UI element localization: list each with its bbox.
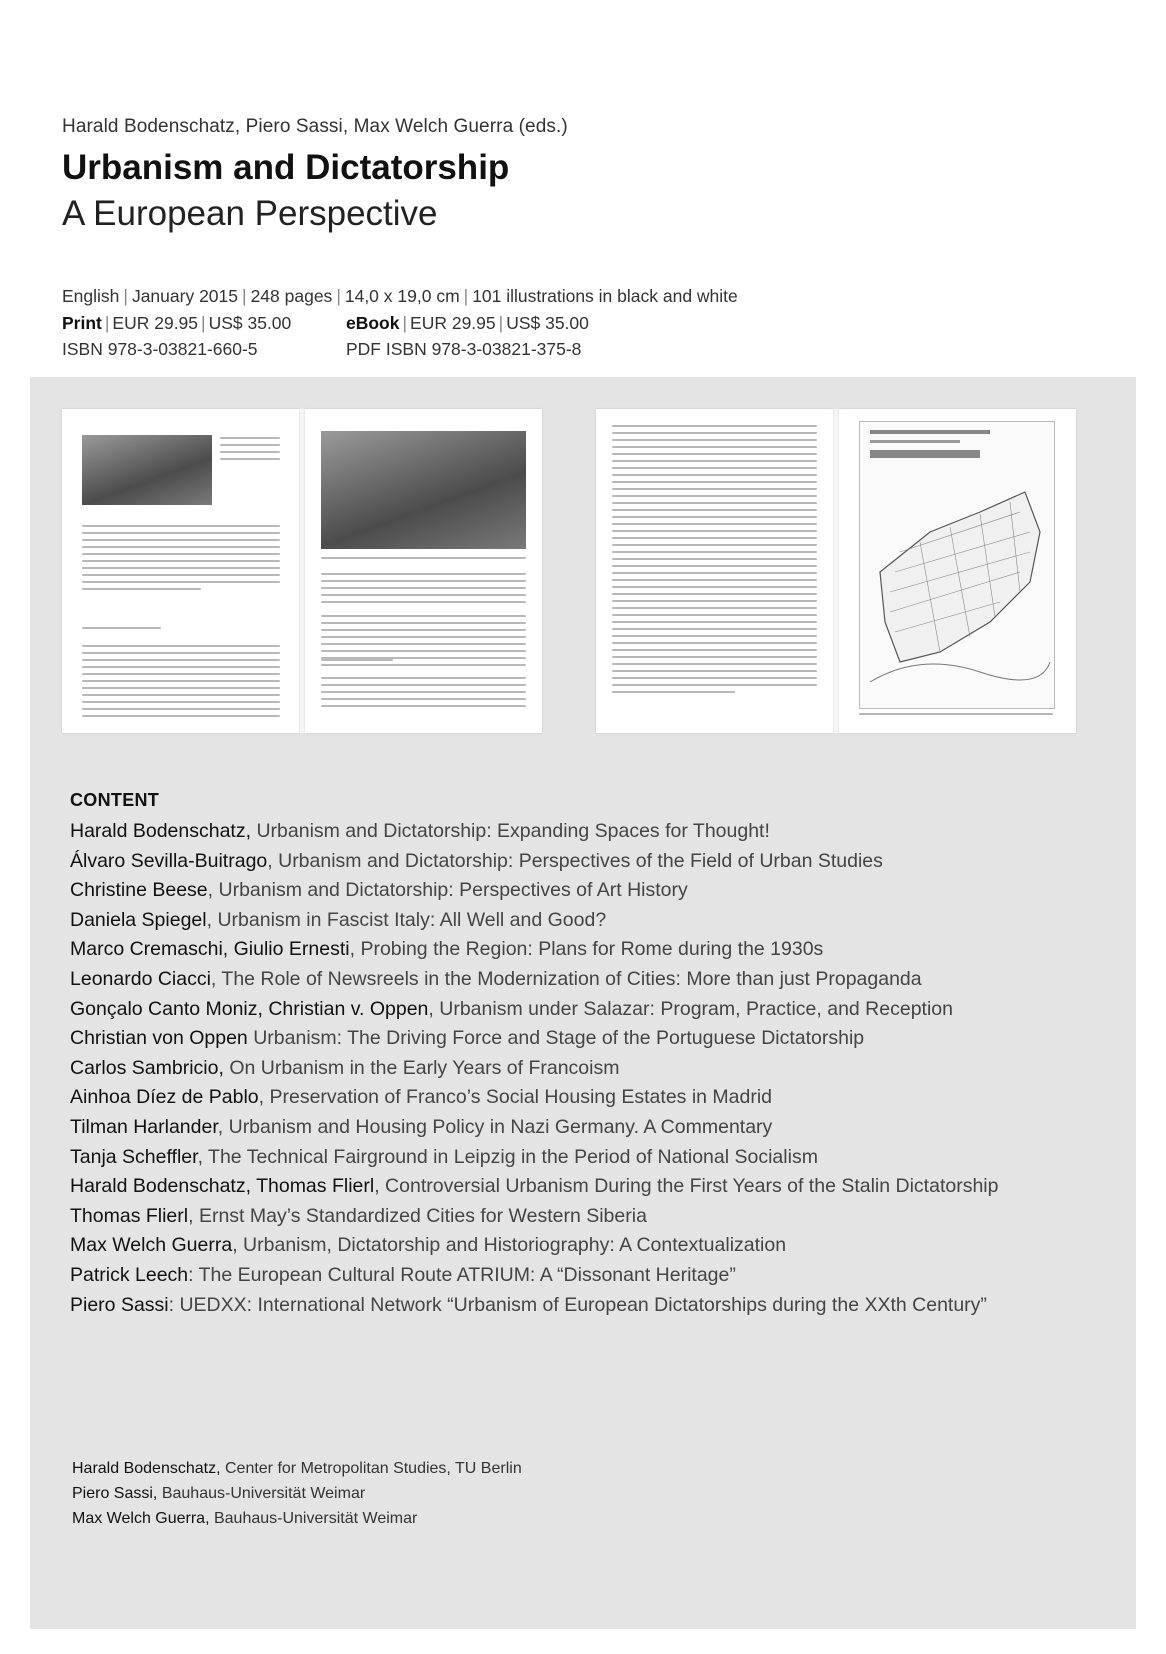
- affiliation-item: [72, 1481, 522, 1506]
- content-item-title: Urbanism, Dictatorship and Historiography: A Contextualization: [243, 1234, 787, 1257]
- text-block: [612, 425, 817, 698]
- content-item: [70, 1024, 1110, 1054]
- content-item-title: Urbanism in Fascist Italy: All Well and Good?: [217, 908, 607, 931]
- text-block: [321, 573, 526, 608]
- text-block: [82, 627, 280, 634]
- content-item-authors: Max Welch Guerra: [70, 1234, 233, 1257]
- content-item-authors: Christine Beese: [70, 879, 208, 902]
- ebook-eur: EUR 29.95: [410, 313, 496, 333]
- affiliation-item: [72, 1506, 522, 1531]
- content-item-separator: ,: [374, 1175, 386, 1198]
- sample-page: [839, 409, 1076, 733]
- content-item-authors: Álvaro Sevilla-Buitrago: [70, 849, 268, 872]
- meta-language: English: [62, 286, 120, 306]
- content-item-authors: Harald Bodenschatz,: [70, 820, 252, 842]
- text-block: [82, 645, 280, 722]
- content-item-title: UEDXX: International Network “Urbanism of European Dictatorships during the XXth Century”: [179, 1293, 987, 1316]
- content-item: [70, 1113, 1110, 1143]
- content-item-separator: :: [168, 1293, 180, 1316]
- sample-photo: [321, 431, 526, 549]
- affiliation-name: Max Welch Guerra,: [72, 1510, 210, 1527]
- content-item-separator: ,: [349, 938, 361, 961]
- content-item: [70, 965, 1110, 995]
- content-item-separator: ,: [267, 849, 279, 872]
- content-item-title: Urbanism and Dictatorship: Perspectives of the Field of Urban Studies: [278, 849, 883, 872]
- content-item-separator: ,: [258, 1086, 270, 1109]
- content-item-title: Ernst May’s Standardized Cities for Western Siberia: [198, 1204, 647, 1227]
- sample-spread-right: [596, 409, 1076, 733]
- content-item-separator: ,: [207, 879, 219, 902]
- ebook-isbn: PDF ISBN 978-3-03821-375-8: [346, 339, 582, 359]
- content-item-authors: Gonçalo Canto Moniz, Christian v. Oppen: [70, 997, 429, 1020]
- sample-page: [305, 409, 542, 733]
- content-item-authors: Tanja Scheffler: [70, 1145, 198, 1168]
- content-item: [70, 1083, 1110, 1113]
- content-item-title: The Role of Newsreels in the Modernization of Cities: More than just Propaganda: [221, 967, 922, 990]
- content-item-title: Controversial Urbanism During the First Years of the Stalin Dictatorship: [385, 1175, 999, 1198]
- city-plan-map: [859, 421, 1055, 709]
- content-item-title: Probing the Region: Plans for Rome during the 1930s: [360, 938, 824, 961]
- content-item: [70, 847, 1110, 877]
- print-price: Print | EUR 29.95 | US$ 35.00: [62, 313, 292, 333]
- caption-block: [859, 713, 1053, 720]
- content-item: [70, 906, 1110, 936]
- affiliation-item: [72, 1456, 522, 1481]
- book-title: Urbanism and Dictatorship: [62, 148, 510, 187]
- content-item: [70, 1291, 1110, 1321]
- meta-date: January 2015: [131, 286, 239, 306]
- content-item-authors: Daniela Spiegel: [70, 908, 207, 931]
- content-item: [70, 876, 1110, 906]
- content-item: [70, 1261, 1110, 1291]
- content-item-separator: :: [188, 1263, 199, 1286]
- content-item: [70, 1172, 1110, 1202]
- content-item-authors: Ainhoa Díez de Pablo: [70, 1086, 259, 1109]
- content-item: [70, 1231, 1110, 1261]
- print-isbn: ISBN 978-3-03821-660-5: [62, 339, 258, 359]
- meta-pages: 248 pages: [250, 286, 333, 306]
- content-item-title: Urbanism and Dictatorship: Expanding Spaces for Thought!: [256, 820, 770, 842]
- content-heading: CONTENT: [70, 790, 160, 810]
- affiliations-list: [72, 1456, 522, 1531]
- caption-block: [220, 437, 280, 465]
- content-item-separator: ,: [428, 997, 440, 1020]
- city-plan-drawing: [860, 422, 1054, 708]
- content-item-authors: Thomas Flierl: [70, 1204, 189, 1227]
- affiliation-org: Bauhaus-Universität Weimar: [213, 1510, 418, 1527]
- meta-size: 14,0 x 19,0 cm: [344, 286, 460, 306]
- content-item-title: On Urbanism in the Early Years of Francoism: [229, 1056, 620, 1079]
- affiliation-name: Harald Bodenschatz,: [72, 1460, 221, 1477]
- content-item: [70, 1143, 1110, 1173]
- content-item-title: Urbanism: The Driving Force and Stage of the Portuguese Dictatorship: [253, 1027, 865, 1050]
- caption-block: [321, 557, 526, 564]
- text-block: [82, 525, 280, 595]
- content-item-authors: Leonardo Ciacci: [70, 967, 211, 990]
- ebook-usd: US$ 35.00: [506, 313, 589, 333]
- content-item-separator: ,: [232, 1234, 244, 1257]
- content-item-title: The European Cultural Route ATRIUM: A “Dissonant Heritage”: [198, 1263, 736, 1286]
- content-item-separator: ,: [188, 1204, 199, 1227]
- content-item-separator: ,: [217, 1115, 229, 1138]
- content-item-title: Urbanism and Dictatorship: Perspectives of Art History: [218, 879, 688, 902]
- content-item-authors: Marco Cremaschi, Giulio Ernesti: [70, 938, 350, 961]
- editors-line: Harald Bodenschatz, Piero Sassi, Max Welch Guerra (eds.): [62, 116, 568, 137]
- content-item-title: Preservation of Franco’s Social Housing Estates in Madrid: [269, 1086, 773, 1109]
- content-item: [70, 817, 1110, 847]
- content-item-authors: Harald Bodenschatz, Thomas Flierl: [70, 1175, 375, 1198]
- content-item: [70, 1202, 1110, 1232]
- meta-illustrations: 101 illustrations in black and white: [472, 286, 738, 306]
- affiliation-name: Piero Sassi,: [72, 1485, 158, 1502]
- sample-page: [596, 409, 833, 733]
- print-usd: US$ 35.00: [208, 313, 292, 333]
- text-block: [321, 659, 526, 666]
- book-subtitle: A European Perspective: [62, 194, 438, 233]
- sample-spread-left: [62, 409, 542, 733]
- print-eur: EUR 29.95: [112, 313, 199, 333]
- content-item-separator: ,: [210, 967, 222, 990]
- print-label: Print: [62, 313, 102, 333]
- content-list: [70, 817, 1110, 1320]
- affiliation-org: Center for Metropolitan Studies, TU Berlin: [224, 1460, 522, 1477]
- content-item-separator: ,: [206, 908, 218, 931]
- content-item: [70, 1054, 1110, 1084]
- sample-page: [62, 409, 299, 733]
- ebook-price: eBook | EUR 29.95 | US$ 35.00: [346, 313, 589, 333]
- content-item-authors: Carlos Sambricio,: [70, 1056, 224, 1079]
- affiliation-org: Bauhaus-Universität Weimar: [161, 1485, 366, 1502]
- content-item-authors: Tilman Harlander: [70, 1115, 218, 1138]
- content-item: [70, 995, 1110, 1025]
- sample-photo: [82, 435, 212, 505]
- content-item-authors: Piero Sassi: [70, 1293, 169, 1316]
- ebook-label: eBook: [346, 313, 400, 333]
- book-meta-line: English | January 2015 | 248 pages | 14,0 x 19,0 cm | 101 illustrations in black and white: [62, 286, 738, 306]
- content-item-authors: Patrick Leech: [70, 1263, 189, 1286]
- content-item-title: Urbanism and Housing Policy in Nazi Germany. A Commentary: [228, 1115, 773, 1138]
- content-item-title: Urbanism under Salazar: Program, Practice, and Reception: [439, 997, 953, 1020]
- content-item-authors: Christian von Oppen: [70, 1027, 248, 1050]
- text-block: [321, 677, 526, 712]
- content-item: [70, 935, 1110, 965]
- content-item-separator: ,: [197, 1145, 209, 1168]
- content-item-title: The Technical Fairground in Leipzig in the Period of National Socialism: [208, 1145, 818, 1168]
